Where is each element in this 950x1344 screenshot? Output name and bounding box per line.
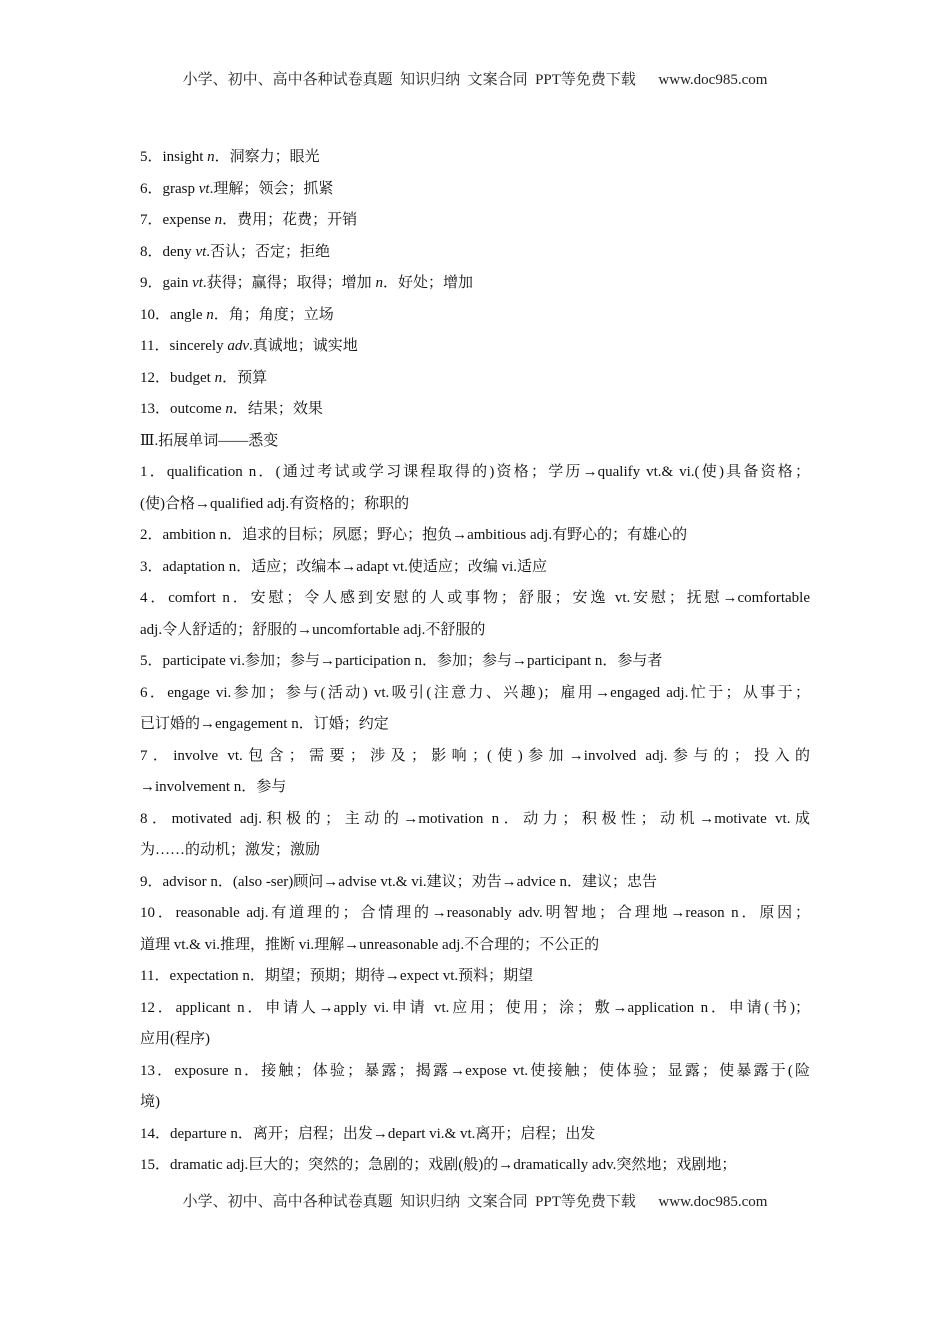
entry-def: ．预算 [222, 369, 268, 386]
entry-pos: n [206, 306, 214, 323]
page-header: 小学、初中、高中各种试卷真题 知识归纳 文案合同 PPT等免费下载 www.doc985.com [182, 72, 768, 88]
entry-pos: vt [192, 275, 203, 291]
vocab-line: 7．involve vt.包含；需要；涉及；影响；(使)参加→involved adj.参与的；投入的 [140, 747, 810, 764]
vocab-line: 为……的动机；激发；激励 [140, 842, 321, 858]
vocab-line: 12．applicant n．申请人→apply vi.申请 vt.应用；使用；涂；敷→application n．申请(书)； [140, 999, 810, 1016]
vocab-line: 应用(程序) [140, 1031, 210, 1047]
entry-def: ．费用；花费；开销 [222, 212, 358, 228]
vocab-line: 道理 vt.& vi.推理，推断 vi.理解→unreasonable adj.不合理的；不公正的 [140, 936, 600, 953]
vocab-line: 3．adaptation n．适应；改编本→adapt vt.使适应；改编 vi.适应 [140, 558, 548, 575]
entry-num: 8． [140, 243, 163, 260]
vocab-line: (使)合格→qualified adj.有资格的；称职的 [140, 495, 410, 512]
vocab-line: 境) [140, 1094, 160, 1110]
vocab-line: 8．motivated adj.积极的；主动的→motivation n．动力；积极性；动机→motivate vt.成 [140, 810, 810, 827]
vocab-line: 15．dramatic adj.巨大的；突然的；急剧的；戏剧(般)的→dramatically adv.突然地；戏剧地； [140, 1157, 737, 1173]
vocab-line: 11．expectation n．期望；预期；期待→expect vt.预料；期望 [140, 968, 534, 984]
vocab-line: 4．comfort n．安慰；令人感到安慰的人或事物；舒服；安逸 vt.安慰；抚慰→comfortable [140, 590, 810, 606]
vocab-line: 6．engage vi.参加；参与(活动) vt.吸引(注意力、兴趣)；雇用→engaged adj.忙于；从事于； [140, 684, 810, 701]
word-list-expanded [140, 457, 810, 1182]
entry-pos: vt [198, 180, 210, 197]
entry-def: .否认；否定；拒绝 [206, 243, 331, 260]
vocab-line: 2．ambition n．追求的目标；夙愿；野心；抱负→ambitious adj.有野心的；有雄心的 [140, 527, 688, 543]
entry-pos: n [214, 369, 223, 386]
entry-def: ．结果；效果 [232, 401, 323, 417]
entry-pos: n [225, 401, 233, 417]
entry-num: 7． [140, 212, 163, 228]
word-list-basic [140, 142, 810, 426]
vocabulary-content [140, 142, 810, 1182]
entry-def: ．角；角度；立场 [213, 306, 334, 323]
entry-num: 13． [140, 401, 171, 417]
vocab-line: 10．reasonable adj.有道理的；合情理的→reasonably adv.明智地；合理地→reason n．原因； [140, 905, 810, 921]
entry-word: grasp [162, 180, 199, 197]
entry-num: 10． [140, 306, 171, 323]
vocab-line: 13．exposure n．接触；体验；暴露；揭露→expose vt.使接触；使体验；显露；使暴露于(险 [140, 1062, 810, 1079]
entry-num: 6． [140, 180, 163, 197]
vocab-entry [140, 205, 810, 237]
entry-def: .理解；领会；抓紧 [209, 180, 334, 197]
entry-def2: ．好处；增加 [382, 275, 473, 291]
entry-num: 12． [140, 369, 171, 386]
entry-num: 5． [140, 149, 163, 165]
section-title: Ⅲ.拓展单词——悉变 [140, 432, 279, 449]
vocab-line: adj.令人舒适的；舒服的→uncomfortable adj.不舒服的 [140, 621, 486, 638]
vocab-entry [140, 268, 810, 300]
vocab-entry [140, 142, 810, 174]
entry-num: 9． [140, 275, 163, 291]
entry-num: 11． [140, 338, 170, 354]
vocab-line: 5．participate vi.参加；参与→participation n．参加；参与→participant n．参与者 [140, 653, 663, 669]
entry-pos2: n [375, 275, 383, 291]
vocab-line: →involvement n．参与 [140, 779, 287, 795]
entry-def: ．洞察力；眼光 [214, 149, 320, 165]
entry-word: deny [162, 243, 196, 260]
entry-pos: adv [227, 338, 250, 354]
entry-word: sincerely [169, 338, 228, 354]
entry-word: gain [162, 275, 193, 291]
vocab-line: 14．departure n．离开；启程；出发→depart vi.& vt.离开；启程；出发 [140, 1125, 596, 1142]
entry-word: budget [170, 369, 215, 386]
entry-pos: n [214, 212, 223, 228]
vocab-line: 1．qualification n．(通过考试或学习课程取得的)资格；学历→qualify vt.& vi.(使)具备资格； [140, 464, 810, 480]
entry-pos: n [207, 149, 215, 165]
vocab-line: 9．advisor n．(also -ser)顾问→advise vt.& vi.建议；劝告→advice n．建议；忠告 [140, 873, 658, 890]
entry-word: angle [170, 306, 207, 323]
entry-pos: vt [195, 243, 207, 260]
vocab-entry [140, 394, 810, 426]
vocab-line: 已订婚的→engagement n．订婚；约定 [140, 716, 389, 732]
entry-def: .真诚地；诚实地 [249, 338, 358, 354]
vocab-entry [140, 237, 810, 269]
vocab-entry [140, 300, 810, 332]
vocab-entry [140, 331, 810, 363]
page-footer: 小学、初中、高中各种试卷真题 知识归纳 文案合同 PPT等免费下载 www.doc985.com [182, 1194, 768, 1210]
entry-word: insight [162, 149, 208, 165]
vocab-entry [140, 363, 810, 395]
entry-def: .获得；赢得；取得；增加 [202, 275, 376, 291]
entry-word: expense [162, 212, 215, 228]
entry-word: outcome [170, 401, 226, 417]
vocab-entry [140, 174, 810, 206]
